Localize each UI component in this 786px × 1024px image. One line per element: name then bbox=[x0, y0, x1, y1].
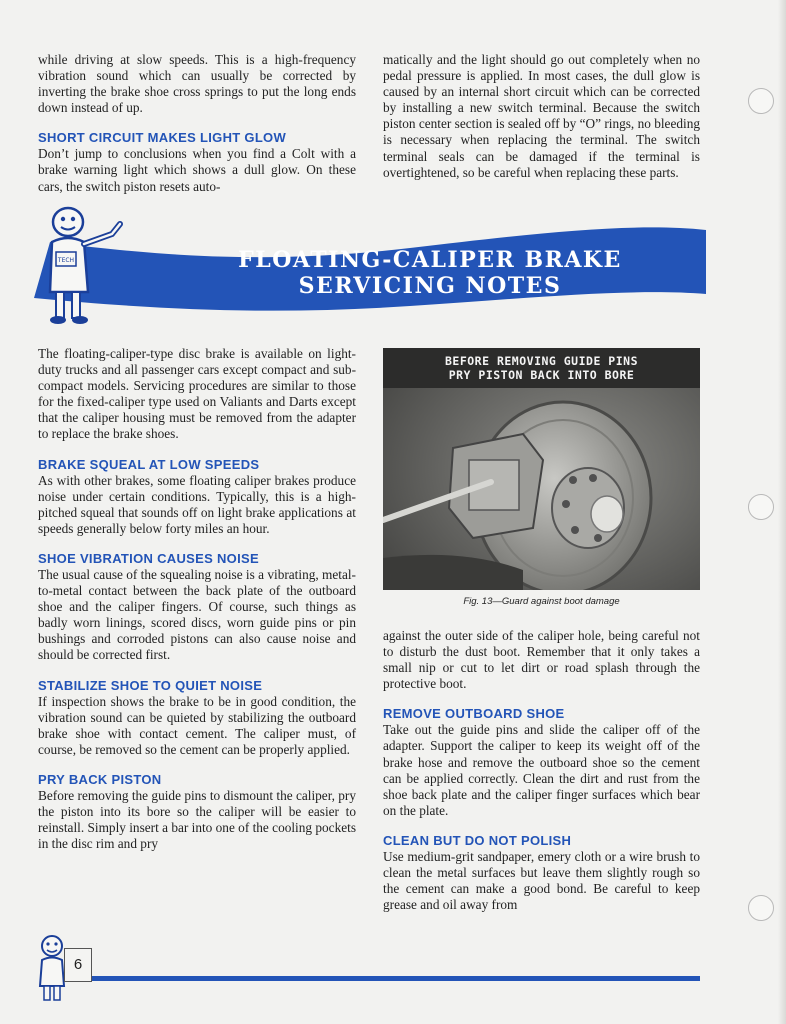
intro-paragraph: The floating-caliper-type disc brake is available on light-duty trucks and all passenger cars except compact and sub-compact models. Servicing procedures are similar to those for the fixed-caliper type used on Valiants and Darts except that the caliper housing must be removed from the adapter to replace the brake shoes. bbox=[38, 346, 356, 442]
paragraph: The usual cause of the squealing noise is a vibrating, metal-to-metal contact between the back plate of the outboard shoe and the caliper fingers. Of course, such things as badly worn linings, scored discs, worn guide pins or pin bushings and corroded pistons can also cause noise and should be corrected first. bbox=[38, 566, 356, 663]
photo-label-line2: PRY PISTON BACK INTO BORE bbox=[448, 368, 635, 382]
right-column bbox=[383, 628, 700, 927]
section-banner bbox=[30, 202, 710, 328]
paragraph: If inspection shows the brake to be in good condition, the vibration sound can be quieted by stabilizing the outboard brake shoe with contact cement. The caliper must, of course, be removed so the cement can be properly applied. bbox=[38, 693, 356, 757]
paragraph: Use medium-grit sandpaper, emery cloth or a wire brush to clean the metal surfaces but leave them slightly rough so the cement can make a good bond. Be careful to keep grease and oil away from bbox=[383, 848, 700, 913]
section-stabilize-shoe bbox=[38, 678, 356, 758]
page-edge bbox=[778, 0, 786, 1024]
section-heading: REMOVE OUTBOARD SHOE bbox=[383, 706, 565, 722]
section-shoe-vibration bbox=[38, 551, 356, 664]
paragraph: matically and the light should go out completely when no pedal pressure is applied. In most cases, the dull glow is caused by an internal short circuit which can be corrected by installing a new switch terminal. Because the switch piston center section is sealed off by “O” rings, no bleeding is necessary when replacing the terminal. The switch terminal seals can be damaged if the terminal is overtightened, so be careful when replacing these parts. bbox=[383, 52, 700, 180]
mascot-badge: TECH bbox=[57, 257, 75, 264]
banner-title-line1: FLOATING-CALIPER BRAKE bbox=[238, 247, 622, 273]
page-number: 6 bbox=[64, 948, 92, 982]
paragraph: As with other brakes, some floating caliper brakes produce noise under certain conditions. Typically, this is a high-pitched squeal that sounds off on light brake applications at speeds generally below forty miles an hour. bbox=[38, 472, 356, 536]
photo-label bbox=[383, 354, 700, 382]
paragraph: Don’t jump to conclusions when you find a Colt with a brake warning light which shows a dull glow. On these cars, the switch piston resets auto- bbox=[38, 146, 356, 194]
left-column bbox=[38, 346, 356, 866]
paragraph: while driving at slow speeds. This is a high-frequency vibration sound which can usually be corrected by inverting the brake shoe cross springs to put the long ends down instead of up. bbox=[38, 52, 356, 116]
top-right-column bbox=[383, 52, 700, 181]
binder-hole bbox=[748, 494, 774, 520]
photo-label-line1: BEFORE REMOVING GUIDE PINS bbox=[444, 354, 638, 368]
paragraph: against the outer side of the caliper hole, being careful not to disturb the dust boot. Remember that it only takes a small nip or cut to let dirt or road splash through the protective boot. bbox=[383, 628, 700, 692]
figure-caption: Fig. 13—Guard against boot damage bbox=[463, 596, 620, 607]
top-left-column bbox=[38, 52, 356, 195]
section-pry-back-piston bbox=[38, 772, 356, 852]
banner-title-line2: SERVICING NOTES bbox=[298, 273, 562, 299]
binder-hole bbox=[748, 88, 774, 114]
paragraph: Take out the guide pins and slide the caliper off of the adapter. Support the caliper to keep its weight off of the brake hose and remove the outboard shoe so the cement can be applied correctly. Clean the dirt and rust from the shoe back plate and the caliper finger surfaces which bear on the plate. bbox=[383, 722, 700, 818]
section-heading: SHORT CIRCUIT MAKES LIGHT GLOW bbox=[38, 130, 287, 146]
paragraph: Before removing the guide pins to dismount the caliper, pry the piston into its bore so the caliper will be easier to reinstall. Simply insert a bar into one of the cooling pockets in the disc rim and pry bbox=[38, 787, 356, 852]
section-heading: PRY BACK PISTON bbox=[38, 771, 162, 787]
section-heading: BRAKE SQUEAL AT LOW SPEEDS bbox=[38, 456, 260, 472]
brake-photo bbox=[383, 348, 700, 590]
footer-rule bbox=[92, 976, 700, 981]
section-heading: STABILIZE SHOE TO QUIET NOISE bbox=[38, 677, 263, 693]
section-heading: CLEAN BUT DO NOT POLISH bbox=[383, 832, 572, 848]
section-heading: SHOE VIBRATION CAUSES NOISE bbox=[38, 550, 259, 566]
section-clean-not-polish bbox=[383, 833, 700, 913]
section-remove-outboard-shoe bbox=[383, 706, 700, 819]
caliper-illustration bbox=[383, 348, 700, 590]
binder-hole bbox=[748, 895, 774, 921]
section-brake-squeal bbox=[38, 457, 356, 537]
